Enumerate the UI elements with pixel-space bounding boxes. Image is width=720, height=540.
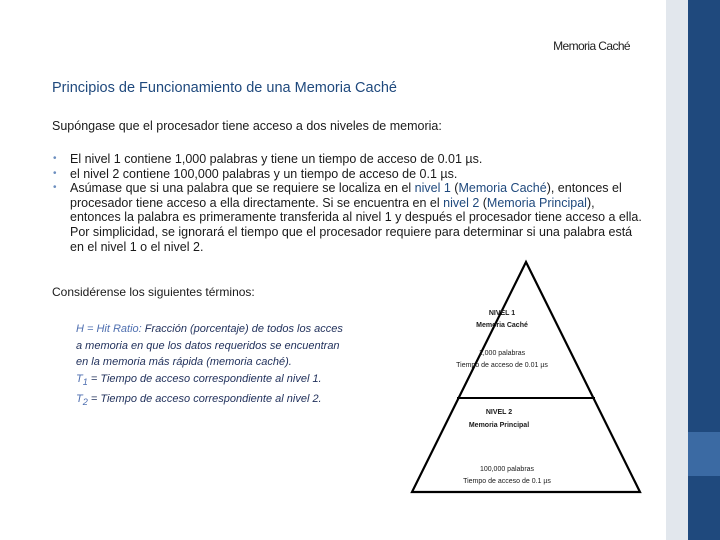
bullet-text: el nivel 2 contiene 100,000 palabras y un tiempo de acceso de 0.1 µs. bbox=[70, 166, 458, 181]
hit-ratio-term: H = Hit Ratio: bbox=[76, 323, 142, 335]
definition-text: Fracción (porcentaje) de todos los acces bbox=[141, 323, 343, 335]
bullet-text: El nivel 1 contiene 1,000 palabras y tiene un tiempo de acceso de 0.01 µs. bbox=[70, 152, 483, 166]
level2-name: NIVEL 2 bbox=[485, 409, 513, 416]
bullet-text-part: ( bbox=[450, 181, 459, 196]
definitions-block bbox=[76, 321, 366, 410]
definition-h bbox=[76, 321, 366, 338]
pyramid-outline bbox=[412, 262, 640, 492]
level2-words: 100,000 palabras bbox=[479, 466, 535, 473]
highlight-memoria-principal: Memoria Principal bbox=[486, 195, 587, 210]
intro-text: Supóngase que el procesador tiene acceso a dos niveles de memoria: bbox=[52, 119, 442, 133]
level1-name: NIVEL 1 bbox=[488, 310, 516, 317]
bullet-item bbox=[52, 167, 642, 182]
level2-time: Tiempo de acceso de 0.1 µs bbox=[463, 478, 551, 485]
t2-subscript: 2 bbox=[82, 396, 88, 407]
bullet-text bbox=[70, 181, 642, 253]
level2-memory: Memoria Principal bbox=[468, 422, 530, 429]
bullet-icon: • bbox=[53, 182, 57, 194]
slide-header: Memoria Caché bbox=[553, 39, 630, 53]
bullet-text-part: ), entonces el procesador tiene acceso a ella directamente. Si se encuentra en el bbox=[70, 181, 622, 210]
bullet-icon: • bbox=[53, 167, 57, 179]
bullet-text-part: Asúmase que si una palabra que se requiere se localiza en el bbox=[70, 181, 415, 196]
level1-words: 1,000 palabras bbox=[478, 350, 526, 357]
definition-h-line2: a memoria en que los datos requeridos se encuentran bbox=[76, 339, 340, 352]
bullet-list bbox=[52, 152, 642, 254]
definition-t2 bbox=[76, 391, 366, 411]
t1-symbol: T bbox=[76, 372, 83, 385]
t1-subscript: 1 bbox=[82, 376, 88, 387]
memory-hierarchy-pyramid bbox=[410, 256, 642, 498]
definition-text: = Tiempo de acceso correspondiente al nivel 2. bbox=[87, 392, 322, 405]
terms-heading: Considérense los siguientes términos: bbox=[52, 285, 255, 299]
definition-h-line3: en la memoria más rápida (memoria caché). bbox=[76, 356, 292, 369]
slide-title: Principios de Funcionamiento de una Memoria Caché bbox=[52, 80, 397, 96]
side-stripe-light bbox=[666, 0, 688, 540]
t2-symbol: T bbox=[76, 392, 83, 405]
definition-text: = Tiempo de acceso correspondiente al nivel 1. bbox=[87, 372, 322, 385]
highlight-memoria-cache: Memoria Caché bbox=[458, 181, 547, 196]
definition-t1 bbox=[76, 371, 366, 391]
highlight-nivel-2: nivel 2 bbox=[443, 195, 480, 210]
level1-memory: Memoria Caché bbox=[476, 322, 528, 329]
bullet-item bbox=[52, 181, 642, 254]
bullet-text-part: ( bbox=[479, 195, 487, 210]
highlight-nivel-1: nivel 1 bbox=[414, 181, 451, 196]
side-stripe-accent bbox=[688, 432, 720, 476]
bullet-text-part: ), entonces la palabra es primeramente transferida al nivel 1 y después el procesador tiene acceso a ella. Por simplicidad, se ignorará el tiempo que el procesador requiere para determinar si una palabra está en el nivel 1 o el nivel 2. bbox=[70, 195, 642, 254]
bullet-icon: • bbox=[53, 153, 57, 164]
bullet-item bbox=[52, 152, 642, 167]
level1-time: Tiempo de acceso de 0.01 µs bbox=[456, 362, 548, 369]
